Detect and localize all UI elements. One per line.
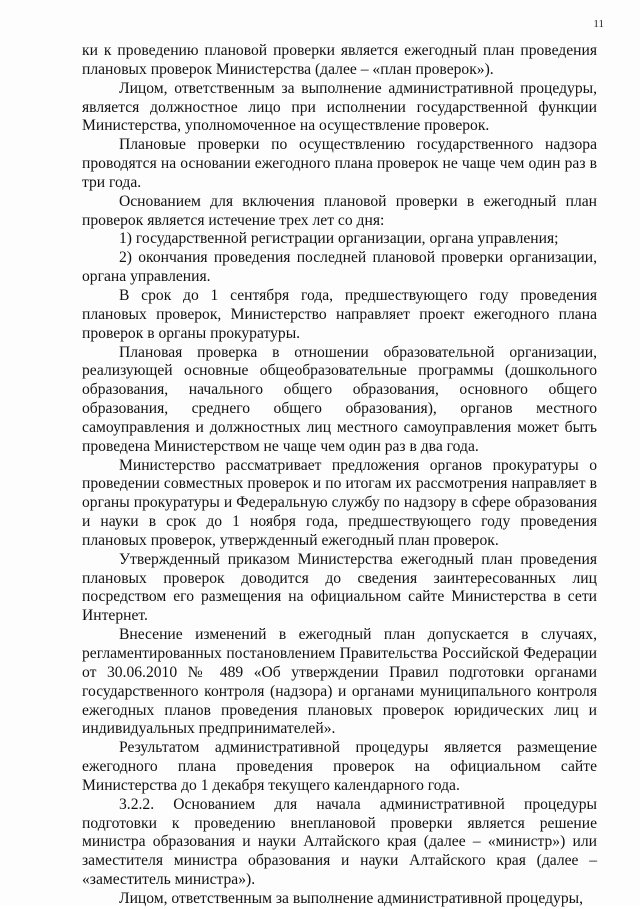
paragraph-plan-changes: Внесение изменений в ежегодный план допускается в случаях, регламентированных постановлением Правительства Российской Федерации от 30.06.2010 № 489 «Об утверждении Правил подготовки органами государственного контроля (надзора) и органами муниципального контроля ежегодных планов проведения плановых проверок юридических лиц и индивидуальных предпринимателей». [82, 626, 597, 738]
paragraph-result: Результатом административной процедуры является размещение ежегодного плана проведения проверок на официальном сайте Министерства до 1 декабря текущего календарного года. [82, 739, 597, 794]
list-item-1: 1) государственной регистрации организации, органа управления; [119, 230, 559, 248]
paragraph-continuation: ки к проведению плановой проверки является ежегодный план проведения плановых проверок Министерства (далее – «план проверок»). [82, 42, 597, 78]
paragraph-educational-org: Плановая проверка в отношении образовательной организации, реализующей основные общеобразовательные программы (дошкольного образования, начального общего образования, основного общего образования, среднего общего образования), органов местного самоуправления и должностных лиц местного самоуправления может быть проведена Министерством не чаще чем один раз в два года. [82, 343, 597, 455]
paragraph-prosecutor-proposals: Министерство рассматривает предложения органов прокуратуры о проведении совместных проверок и по итогам их рассмотрения направляет в органы прокуратуры и Федеральную службу по надзору в сфере образования и науки в срок до 1 ноября года, предшествующего году проведения плановых проверок, утвержденный ежегодный план проверок. [82, 456, 597, 549]
document-body [82, 42, 597, 909]
paragraph-responsible-person: Лицом, ответственным за выполнение административной процедуры, является должностное лицо при исполнении государственной функции Министерства, уполномоченное на осуществление проверок. [82, 79, 597, 135]
paragraph-section-3-2-2: 3.2.2. Основанием для начала административной процедуры подготовки к проведению внеплановой проверки является решение министра образования и науки Алтайского края (далее – «министр») или заместителя министра образования и науки Алтайского края (далее – «заместитель министра»). [82, 795, 597, 889]
paragraph-september-deadline: В срок до 1 сентября года, предшествующего году проведения плановых проверок, Министерство направляет проект ежегодного плана проверок в органы прокуратуры. [82, 286, 597, 342]
paragraph-approved-plan: Утвержденный приказом Министерства ежегодный план проведения плановых проверок доводится до сведения заинтересованных лиц посредством его размещения на официальном сайте Министерства в сети Интернет. [82, 550, 597, 625]
paragraph-inclusion-basis: Основанием для включения плановой проверки в ежегодный план проверок является истечение трех лет со дня: [82, 192, 597, 229]
paragraph-planned-inspections: Плановые проверки по осуществлению государственного надзора проводятся на основании ежегодного плана проверок не чаще чем один раз в три года. [82, 136, 597, 191]
list-item-2: 2) окончания проведения последней плановой проверки организации, органа управления. [82, 249, 597, 286]
paragraph-responsible-person-2: Лицом, ответственным за выполнение административной процедуры, [119, 889, 584, 907]
page-number: 11 [593, 18, 604, 30]
